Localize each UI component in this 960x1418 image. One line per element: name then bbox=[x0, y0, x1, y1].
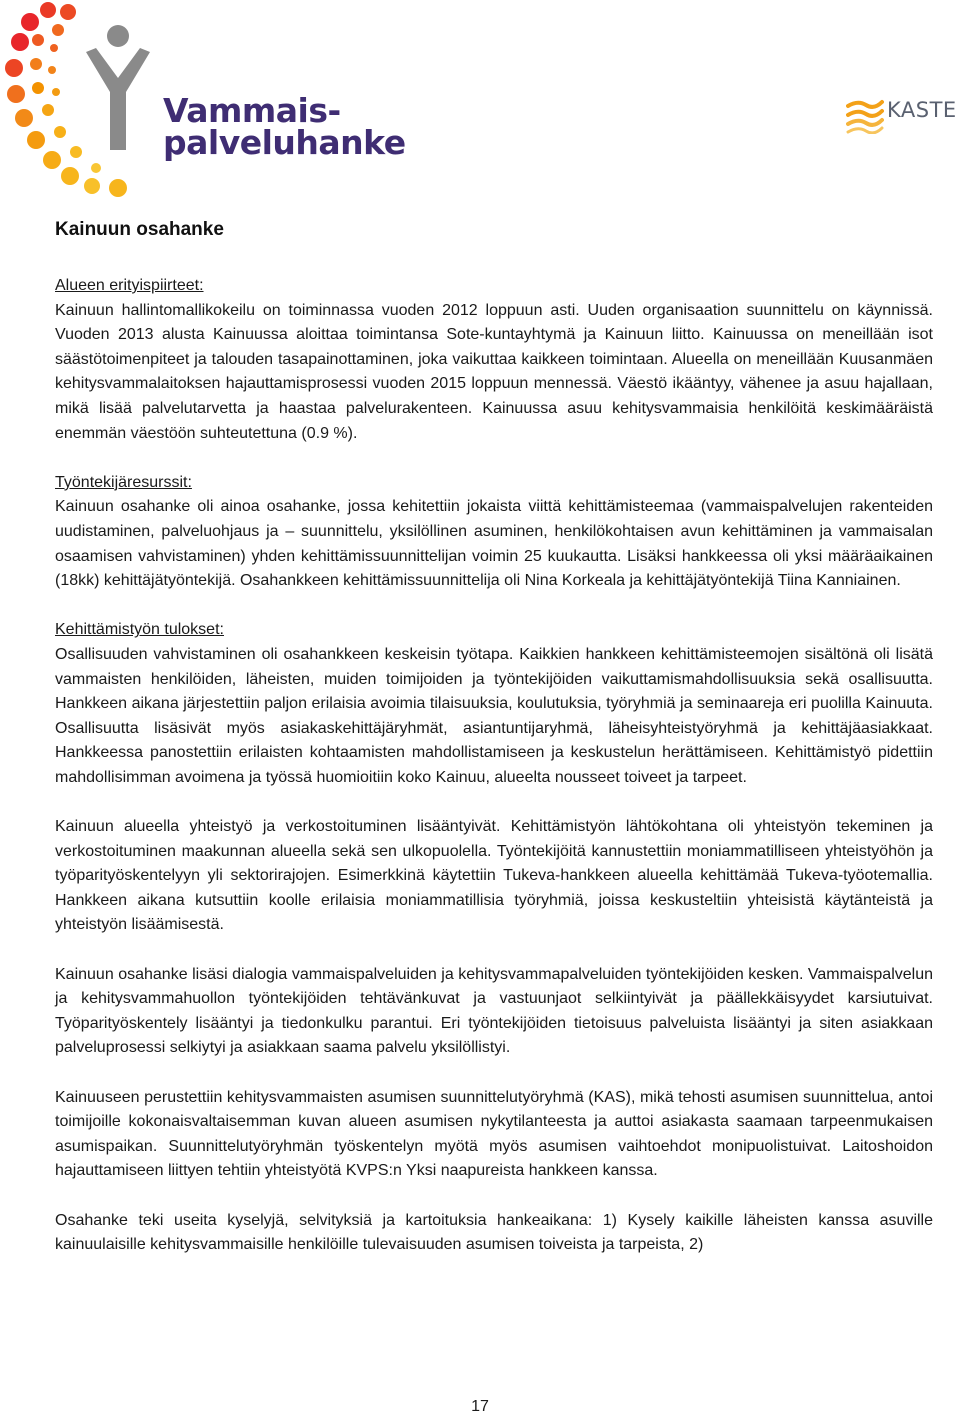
logo-person-figure bbox=[86, 25, 150, 150]
document-body bbox=[55, 214, 933, 1258]
figure-dots-logo-icon bbox=[0, 0, 170, 200]
vammaispalveluhanke-logo bbox=[0, 0, 420, 200]
paragraph-asuminen: Kainuuseen perustettiin kehitysvammaisten asumisen suunnittelutyöryhmä (KAS), mikä tehosti asumisen suunnittelua, antoi toimijoille kokonaisvaltaisemman kuvan alueen asumisen nykytilanteesta ja auttoi asiakasta saamaan tarpeenmukaisen asumispaikan. Suunnittelutyöryhmän työskentelyn myötä myös asumisen vaihtoehdot monipuolistuivat. Laitoshoidon hajauttamiseen liittyen tehtiin yhteistyötä KVPS:n Yksi naapureista hankkeen kanssa. bbox=[55, 1088, 933, 1180]
document-title: Kainuun osahanke bbox=[55, 219, 224, 240]
section-text: Osallisuuden vahvistaminen oli osahankkeen keskeisin työtapa. Kaikkien hankkeen kehittämisteemojen sisältönä oli lisätä vammaisten henkilöiden, läheisten, muiden toimijoiden ja työntekijöiden vaikuttamismahdollisuuksia sekä osallisuutta. Hankkeen aikana järjestettiin paljon erilaisia avoimia tilaisuuksia, koulutuksia, työryhmiä ja seminaareja eri puolilla Kainuuta. Osallisuutta lisäsivät myös asiakaskehittäjäryhmät, asiantuntijaryhmä, läheisyhteistyöryhmä ja kehittäjäasiakkaat. Hankkeessa panostettiin erilaisten kohtaamisten mahdollistamiseen ja keskustelun herättämiseen. Kehittämistyö pidettiin mahdollisimman avoimena ja työssä huomioitiin koko Kainuu, alueelta nousseet toiveet ja tarpeet. bbox=[55, 645, 933, 786]
section-heading: Kehittämistyön tulokset: bbox=[55, 621, 224, 639]
section-heading: Alueen erityispiirteet: bbox=[55, 277, 204, 294]
logo-text-line1: Vammais- bbox=[163, 91, 341, 130]
page-number: 17 bbox=[471, 1398, 489, 1415]
section-kehittamistyon-tulokset bbox=[55, 618, 933, 790]
paragraph-kyselyt: Osahanke teki useita kyselyjä, selvityksiä ja kartoituksia hankeaikana: 1) Kysely kaikille läheisten kanssa asuville kainuulaisille kehitysvammaisille henkilöille tulevaisuuden asumisen toiveista ja tarpeista, 2) bbox=[55, 1211, 933, 1254]
section-tyontekijaresurssit bbox=[55, 471, 933, 594]
paragraph-dialogi: Kainuun osahanke lisäsi dialogia vammaispalveluiden ja kehitysvammapalveluiden työntekijöiden kesken. Vammaispalvelun ja kehitysvammahuollon työntekijöiden tehtävänkuvat ja vastuunjaot selkiintyivät ja päällekkäisyydet karsiutuivat. Työparityöskentely lisääntyi ja tiedonkulku parantui. Eri työntekijöiden tietoisuus palveluista lisääntyi ja siten asiakkaan palveluprosessi selkiytyi ja asiakkaan saama palvelu yksilöllistyi. bbox=[55, 965, 933, 1057]
kaste-logo bbox=[846, 96, 960, 136]
section-text: Kainuun osahanke oli ainoa osahanke, jossa kehitettiin jokaista viittä kehittämisteemaa (vammaispalvelujen rakenteiden uudistaminen, palveluohjaus ja – suunnittelu, yksilöllinen asuminen, henkilökohtaisen avun kehittäminen ja vammaisalan osaamisen vahvistaminen) yhden kehittämissuunnittelijan voimin 25 kuukautta. Lisäksi hankkeessa oli yksi määräaikainen (18kk) kehittäjätyöntekijä. Osahankkeen kehittämissuunnittelija oli Nina Korkeala ja kehittäjätyöntekijä Tiina Kanniainen. bbox=[55, 498, 933, 590]
section-text: Kainuun hallintomallikokeilu on toiminnassa vuoden 2012 loppuun asti. Uuden organisaation suunnittelu on käynnissä. Vuoden 2013 alusta Kainuussa aloittaa toimintansa Sote-kuntayhtymä ja Kainuun liitto. Kainuussa on meneillään isot säästötoimenpiteet ja talouden tasapainottaminen, joka vaikuttaa kaikkeen toimintaan. Alueella on meneillään Kuusanmäen kehitysvammalaitoksen hajauttamisprosessi vuoden 2015 loppuun mennessä. Väestö ikääntyy, vähenee ja asuu hajallaan, mikä lisää palvelutarvetta ja haastaa palvelurakenteen. Kainuussa asuu kehitysvammaisia henkilöitä keskimääräistä enemmän väestöön suhteutettuna (0.9 %). bbox=[55, 301, 933, 442]
logo-text-line2: palveluhanke bbox=[163, 123, 406, 162]
kaste-logo-text: KASTE bbox=[887, 98, 957, 122]
paragraph-yhteistyo: Kainuun alueella yhteistyö ja verkostoituminen lisääntyivät. Kehittämistyön lähtökohtana oli yhteistyön tekeminen ja verkostoituminen maakunnan alueella sekä sen ulkopuolella. Työntekijöitä kannustettiin moniammatilliseen yhteistyöhön ja työparityöskentelyyn yli sektorirajojen. Esimerkkinä käytettiin Tukeva-hankkeen alueella kehittämää Tukeva-työotemallia. Hankkeen aikana kutsuttiin koolle erilaisia moniammatillisia työryhmiä, joissa keskusteltiin yhteisistä käytänteistä ja yhteistyön lisäämisestä. bbox=[55, 818, 933, 934]
kaste-waves-icon bbox=[846, 98, 884, 134]
section-erityispiirteet bbox=[55, 274, 933, 446]
section-heading: Työntekijäresurssit: bbox=[55, 473, 192, 491]
